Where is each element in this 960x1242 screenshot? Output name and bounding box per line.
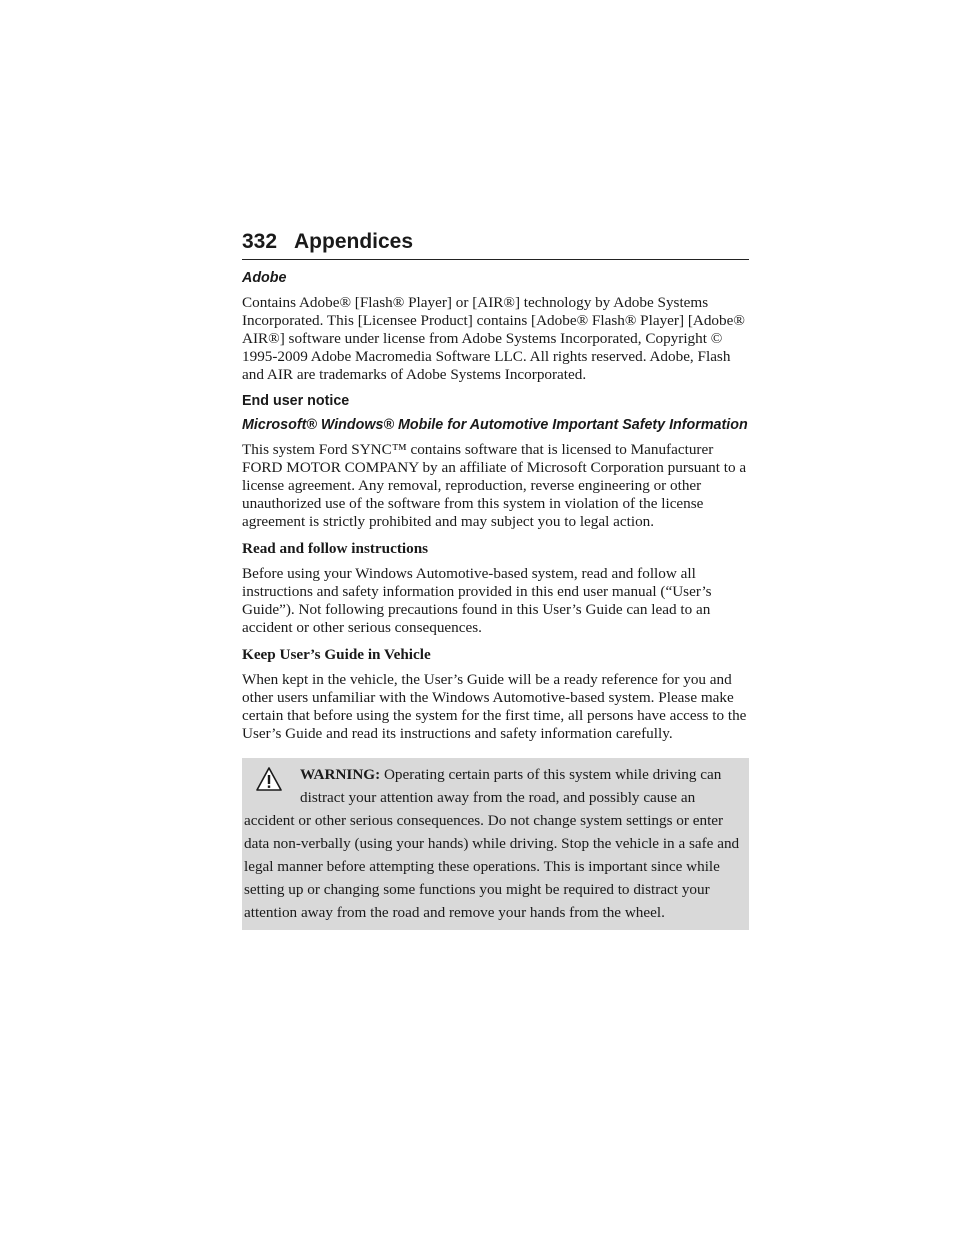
- warning-text: Operating certain parts of this system while driving can distract your attention away from the road, and possibly cause an accident or other serious consequences. Do not change system settings or enter data non-verbally (using your hands) while driving. Stop the vehicle in a safe and legal manner before attempting these operations. This is important since while setting up or changing some functions you might be required to distract your attention away from the road and remove your hands from the wheel.: [244, 766, 740, 921]
- warning-triangle-icon: [256, 766, 282, 792]
- manual-page: [242, 229, 749, 930]
- page-content: [242, 260, 749, 930]
- adobe-heading: Adobe: [242, 270, 287, 286]
- keep-guide-paragraph: When kept in the vehicle, the User’s Guide will be a ready reference for you and other users unfamiliar with the Windows Automotive-based system. Please make certain that before using the system for the first time, all persons have access to the User’s Guide and read its instructions and safety information carefully.: [242, 671, 747, 742]
- read-follow-paragraph: Before using your Windows Automotive-based system, read and follow all instructions and safety information provided in this end user manual (“User’s Guide”). Not following precautions found in this User’s Guide can lead to an accident or other serious consequences.: [242, 565, 712, 636]
- end-user-paragraph: This system Ford SYNC™ contains software that is licensed to Manufacturer FORD MOTOR COMPANY by an affiliate of Microsoft Corporation pursuant to a license agreement. Any removal, reproduction, reverse engineering or other unauthorized use of the software from this system in violation of the license agreement is strictly prohibited and may subject you to legal action.: [242, 441, 747, 530]
- keep-guide-heading: Keep User’s Guide in Vehicle: [242, 646, 431, 663]
- warning-label: WARNING:: [300, 766, 381, 783]
- page-number: 332: [242, 230, 278, 253]
- section-title: Appendices: [294, 230, 414, 253]
- warning-box: [242, 758, 749, 930]
- page-header: [242, 229, 749, 260]
- read-follow-heading: Read and follow instructions: [242, 540, 429, 557]
- microsoft-safety-subheading: Microsoft® Windows® Mobile for Automotive Important Safety Information: [242, 417, 748, 433]
- adobe-paragraph: Contains Adobe® [Flash® Player] or [AIR®] technology by Adobe Systems Incorporated. This [Licensee Product] contains [Adobe® Flash® Player] [Adobe® AIR®] software under license from Adobe Systems Incorporated, Copyright © 1995-2009 Adobe Macromedia Software LLC. All rights reserved. Adobe, Flash and AIR are trademarks of Adobe Systems Incorporated.: [242, 294, 745, 383]
- end-user-notice-heading: End user notice: [242, 393, 350, 409]
